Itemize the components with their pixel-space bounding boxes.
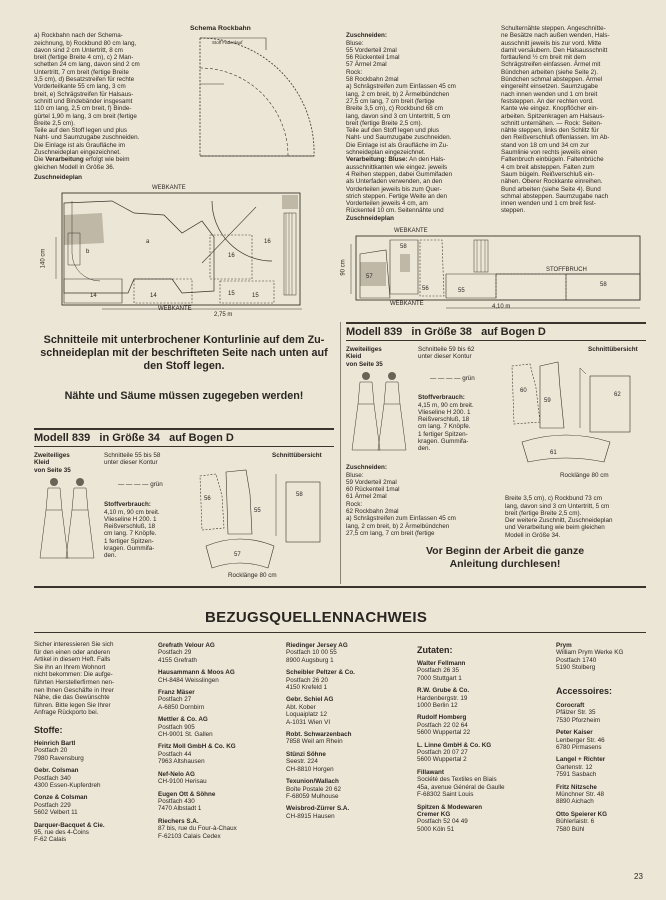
zuschneiden-column xyxy=(346,25,488,215)
zuschneideplan-left-title: Zuschneideplan xyxy=(34,174,82,181)
model-right-schnitt-diagram xyxy=(500,358,646,480)
model-right-zuschneiden-text: Bluse: 59 Vorderteil 2mal 60 Rückenteil 1mal 61 Ärmel 2mal Rock: 62 Rockbahn 2mal a) Schrägstreifen zum Einfassen 45 cm lang, 2 cm breit, b) 2 Ärmelbündchen 27,5 cm lang, 7 cm breit (fertige xyxy=(346,471,456,537)
right-schnitt-61: 61 xyxy=(550,450,557,456)
col3-addr-0: Postfach 10 00 55 8900 Augsburg 1 xyxy=(286,649,337,664)
col5-name-1: Peter Kaiser xyxy=(556,729,593,737)
col2-name-6: Eugen Ott & Söhne xyxy=(158,790,216,798)
legend-dash-right: — — — — xyxy=(430,375,463,383)
right-plan-width: 4,10 m xyxy=(492,304,511,310)
col4-entry-0 xyxy=(417,660,537,682)
left-schnitt-56: 56 xyxy=(204,496,211,502)
left-piece-a: a xyxy=(146,239,150,245)
col5-top-name-0: Prym xyxy=(556,642,572,649)
col4-list xyxy=(417,660,537,838)
col5-top-addr-0: William Prym Werke KG Postfach 1740 5190 Stolberg xyxy=(556,649,624,672)
model-left-title: Modell 839 in Größe 34 auf Bogen D xyxy=(34,432,234,444)
col5-addr-2: Gartenstr. 12 7591 Sasbach xyxy=(556,763,597,779)
zuschneiden-title: Zuschneiden: xyxy=(346,32,387,40)
col3-entry-2 xyxy=(286,696,398,726)
legend-gruen-right: grün xyxy=(462,375,475,383)
col2-entry-6 xyxy=(158,791,270,813)
col3-entry-5 xyxy=(286,778,398,800)
col5-name-3: Fritz Nitzsche xyxy=(556,783,597,791)
col2-addr-7: 87 bis, rue du Four-à-Chaux F-62103 Calais Cedex xyxy=(158,825,237,840)
col3-addr-3: 7858 Weil am Rhein xyxy=(286,738,343,746)
col1-list xyxy=(34,740,144,849)
notice-seams: Nähte und Säume müssen zugegeben werden! xyxy=(64,390,304,402)
col3-list xyxy=(286,642,398,825)
legend-gruen-left: grün xyxy=(150,481,163,489)
schema-rockbahn-svg xyxy=(192,34,322,160)
left-piece-16b: 16 xyxy=(228,253,235,259)
model-right-continuation xyxy=(505,488,650,539)
model-right-rock-length: Rocklänge 80 cm xyxy=(560,472,609,479)
right-piece-57: 57 xyxy=(366,274,373,280)
col5-name-2: Langel + Richter xyxy=(556,756,606,764)
schema-rockbahn-diagram xyxy=(192,34,322,160)
zuschneiden-text: Bluse: 55 Vorderteil 2mal 56 Rückenteil 1mal 57 Ärmel 2mal Rock: 58 Rockbahn 2mal a) Schrägstreifen zum Einfassen 45 cm lang, 2 cm breit, b) 2 Ärmelbündchen 27,5 cm lang, 7 cm breit (fertige Breite 3,5 cm), c) Rockbund 68 cm lang, davon sind 3 cm Untertritt, 5 cm breit (fertige Breite 2,5 cm). Teile auf den Stoff legen und plus Naht- und Saumzugabe zuschneiden. Die Einlage ist als Graufläche im Zu- schneideplan eingezeichnet. xyxy=(346,39,456,157)
col2-name-0: Grefrath Velour AG xyxy=(158,642,215,649)
model-right-legend xyxy=(430,368,475,383)
top-left-text: a) Rockbahn nach der Schema- zeichnung, b) Rockbund 80 cm lang, davon sind 2 cm Untertritt, 8 cm breit (fertige Breite 4 cm), c) 2 Man- schetten 24 cm lang, davon sind 2 cm Untertritt, 7 cm breit (fertige Breite 3,5 cm), d) Besatzstreifen für rechte Vorderteilkante 55 cm lang, 3 cm breit, e) Schrägstreifen für Halsaus- schnitt und Bindebänder insgesamt 110 cm lang, 2,5 cm breit, f) Binde- gürtel 1,90 m lang, 3 cm breit (fertige Breite 2,5 cm). Teile auf den Stoff legen und plus Naht- und Saumzugabe zuschneiden. Die Einlage ist als Graufläche im Zuschneideplan eingezeichnet. xyxy=(34,32,140,157)
model-right-continuation-text: Breite 3,5 cm), c) Rockbund 73 cm lang, davon sind 3 cm Untertritt, 5 cm breit (fertige Breite 2,5 cm). xyxy=(505,495,610,517)
right-schnitt-62: 62 xyxy=(614,392,621,398)
col1-name-1: Gebr. Colsman xyxy=(34,767,79,775)
col3-addr-6: CH-8915 Hausen xyxy=(286,812,335,820)
bezug-intro: Sicher interessieren Sie sich für den einen oder anderen Artikel in diesem Heft. Falls Sie ihn an Ihrem Wohnort nicht bekommen: Die aufge- führten Herstellerfirmen nen- nen Ihnen Geschäfte in Ihrer Nähe, die das Gewünschte führen. Bitte legen Sie Ihrer Anfrage Rückporto bei. xyxy=(34,641,115,717)
col1-entry-2 xyxy=(34,794,144,816)
col1-entry-0 xyxy=(34,740,144,762)
col1-addr-3: 95, rue des 4-Coins F-62 Calais xyxy=(34,829,89,844)
top-left-instructions xyxy=(34,25,184,171)
model-left-schnitt-text: Schnitteile 55 bis 58 unter dieser Kontur xyxy=(104,452,161,467)
col4-name-2: Rudolf Homberg xyxy=(417,714,467,722)
right-plan-height: 90 cm xyxy=(340,259,347,276)
col3-name-2: Gebr. Schiel AG xyxy=(286,696,334,704)
col4-addr-4: Société des Textiles en Biais 45a, avenue Général de Gaulle F-68302 Saint Louis xyxy=(417,776,505,799)
col2-entry-1 xyxy=(158,669,270,684)
col5-entry-4 xyxy=(556,811,652,833)
cutting-plan-right xyxy=(340,224,646,314)
col2-entry-5 xyxy=(158,771,270,786)
warning-banner: Vor Beginn der Arbeit die ganze Anleitung durchlesen! xyxy=(425,545,585,570)
verarbeitung-bold: Verarbeitung: Bluse: xyxy=(346,156,408,164)
model-right-kleid-ref: von Seite 35 xyxy=(346,361,383,368)
model-right-verbrauch-title: Stoffverbrauch: xyxy=(418,394,465,402)
model-right-zuschneiden xyxy=(346,457,496,537)
model-left-kleid-title: Zweiteiliges Kleid xyxy=(34,452,70,467)
left-schnitt-58: 58 xyxy=(296,492,303,498)
right-schnitt-60: 60 xyxy=(520,388,527,394)
col5-name-4: Otto Speierer KG xyxy=(556,810,608,818)
col2-addr-3: Postfach 905 CH-9001 St. Gallen xyxy=(158,723,213,739)
model-left-rock-length: Rocklänge 80 cm xyxy=(228,572,277,579)
col5-name-0: Corocraft xyxy=(556,702,585,709)
col4-addr-5: Postfach 52 04 49 5000 Köln 51 xyxy=(417,818,468,833)
right-piece-58a: 58 xyxy=(400,244,407,250)
model-right-figure xyxy=(346,370,412,456)
col1-addr-0: Postfach 20 7980 Ravensburg xyxy=(34,747,84,762)
col3-entry-1 xyxy=(286,669,398,691)
model-right-uebersicht: Schnittübersicht xyxy=(588,346,638,353)
left-piece-14b: 14 xyxy=(150,293,157,299)
left-piece-14a: 14 xyxy=(90,293,97,299)
model-left-verbrauch xyxy=(104,494,182,560)
col3-entry-3 xyxy=(286,731,398,746)
model-right-title: Modell 839 in Größe 38 auf Bogen D xyxy=(346,326,546,338)
col5-entry-0 xyxy=(556,702,652,724)
col4-addr-2: Postfach 22 02 64 5600 Wuppertal 22 xyxy=(417,721,471,737)
col2-entry-7 xyxy=(158,818,270,840)
col2-name-3: Mettler & Co. AG xyxy=(158,716,208,724)
stoffbruch-label: STOFFBRUCH xyxy=(546,267,587,273)
left-schnitt-55: 55 xyxy=(254,508,261,514)
schema-fold-label: Stoff Fadenlauf xyxy=(212,40,243,45)
rule-bezug-top xyxy=(34,586,646,588)
col3-entry-4 xyxy=(286,751,398,773)
right-piece-55: 55 xyxy=(458,288,465,294)
dress-figure-right-svg xyxy=(346,370,412,456)
col4-name-1: R.W. Grube & Co. xyxy=(417,687,470,695)
model-left-uebersicht: Schnittübersicht xyxy=(272,452,322,459)
left-schnitt-57: 57 xyxy=(234,552,241,558)
col4-entry-4 xyxy=(417,769,537,799)
cutting-plan-left xyxy=(42,183,304,323)
left-piece-15a: 15 xyxy=(228,291,235,297)
col5-addr-4: Bühlerlaistr. 6 7580 Bühl xyxy=(556,818,595,833)
col2-name-7: Riechers S.A. xyxy=(158,817,199,825)
col3-addr-4: Seestr. 224 CH-8810 Horgen xyxy=(286,758,334,773)
col2-entry-2 xyxy=(158,689,270,711)
col1-entry-1 xyxy=(34,767,144,789)
col5-entry-1 xyxy=(556,729,652,751)
col4-addr-1: Hardenbergstr. 19 1000 Berlin 12 xyxy=(417,694,468,710)
rule-bezug-under xyxy=(34,632,646,633)
col2-list xyxy=(158,642,270,845)
col2-addr-2: Postfach 27 A-6850 Dornbirn xyxy=(158,696,205,711)
col5-top-entry-0 xyxy=(556,642,652,672)
top-left-last-bold: Verarbeitung xyxy=(45,156,84,164)
cat-zutaten: Zutaten: xyxy=(417,645,453,655)
col1-name-0: Heinrich Bartl xyxy=(34,740,76,747)
col2-addr-4: Postfach 44 7963 Altshausen xyxy=(158,750,205,766)
page-number: 23 xyxy=(634,872,643,881)
col5-addr-0: Pfälzer Str. 35 7530 Pforzheim xyxy=(556,709,601,724)
col4-name-3: L. Linne GmbH & Co. KG xyxy=(417,741,492,749)
col2-entry-0 xyxy=(158,642,270,664)
col2-entry-3 xyxy=(158,716,270,738)
col2-name-4: Fritz Moll GmbH & Co. KG xyxy=(158,743,236,751)
bezug-title: BEZUGSQUELLENNACHWEIS xyxy=(205,609,428,626)
col2-entry-4 xyxy=(158,743,270,765)
webkante-right-top: WEBKANTE xyxy=(394,228,428,234)
schnitt-right-svg xyxy=(500,358,646,480)
left-piece-15b: 15 xyxy=(252,293,259,299)
model-right-verbrauch xyxy=(418,387,496,453)
model-right-zuschneiden-title: Zuschneiden: xyxy=(346,464,387,472)
col2-addr-5: CH-9100 Herisau xyxy=(158,778,207,786)
rule-left-model-under xyxy=(34,446,334,447)
model-left-verbrauch-text: 4,10 m, 90 cm breit. Vlieseline H 200. 1 Reißverschluß, 18 cm lang. 7 Knöpfe. 1 fertiger Spitzen- kragen. Gummifa- den. xyxy=(104,508,160,560)
col3-addr-1: Postfach 26 20 4150 Krefeld 1 xyxy=(286,676,329,692)
column-divider xyxy=(340,322,341,584)
rule-right-model-under xyxy=(346,340,646,341)
model-left-legend xyxy=(118,474,163,489)
col1-addr-2: Postfach 229 5602 Velbert 11 xyxy=(34,801,78,817)
rule-left-model-top xyxy=(34,428,334,430)
col1-name-3: Darquer-Bacquet & Cie. xyxy=(34,821,105,829)
col4-addr-3: Postfach 20 07 27 5600 Wuppertal 2 xyxy=(417,749,468,764)
notice-main: Schnitteile mit unterbrochener Konturlinie auf dem Zu- schneideplan mit der beschrifteten Seite nach unten auf den Stoff legen. xyxy=(40,334,328,372)
model-left-schnitt-diagram xyxy=(190,462,330,578)
legend-dash-left: — — — — xyxy=(118,481,151,489)
col4-addr-0: Postfach 26 35 7000 Stuttgart 1 xyxy=(417,667,462,682)
model-left-kleid-ref: von Seite 35 xyxy=(34,467,71,474)
schema-title: Schema Rockbahn xyxy=(190,25,251,32)
col3-name-5: Texunion/Wallach xyxy=(286,778,339,786)
dress-figure-left-svg xyxy=(34,476,100,564)
col2-name-2: Franz Mäser xyxy=(158,689,195,697)
top-left-last-rest: erfolgt wie beim gleichen Modell in Größe 36. xyxy=(34,156,130,171)
col5-entry-3 xyxy=(556,784,652,806)
model-right-kleid-title: Zweiteiliges Kleid xyxy=(346,346,382,361)
col3-entry-0 xyxy=(286,642,398,664)
col2-addr-1: CH-8484 Weisslingen xyxy=(158,676,219,684)
left-piece-b: b xyxy=(86,249,90,255)
schnitt-left-svg xyxy=(190,462,330,578)
cat-accessoires: Accessoires: xyxy=(556,686,613,696)
col2-addr-0: Postfach 29 4155 Grefrath xyxy=(158,649,197,664)
col2-name-1: Hausammann & Moos AG xyxy=(158,669,235,677)
col5-entry-2 xyxy=(556,756,652,778)
col3-entry-6 xyxy=(286,805,398,820)
webkante-right-bottom: WEBKANTE xyxy=(390,301,424,307)
col3-addr-2: Abt. Kober Loquaiplatz 12 A-1031 Wien VI xyxy=(286,703,331,726)
col1-addr-1: Postfach 340 4300 Essen-Kupferdreh xyxy=(34,774,101,790)
col3-addr-5: Boîte Postale 20 62 F-68059 Mulhouse xyxy=(286,785,341,800)
col4-name-5: Spitzen & Modewaren Cremer KG xyxy=(417,803,483,818)
col5-addr-3: Münchner Str. 48 8890 Aichach xyxy=(556,791,604,806)
model-right-schnitt-text: Schnitteile 59 bis 62 unter dieser Kontur xyxy=(418,346,475,361)
verarbeitung-text: An den Hals- ausschnittkanten wie eingez. jeweils 4 Reihen steppen, dabei Gummifaden als Unterfaden verwenden, an den Vorderteilen jeweils bis zum Quer- strich steppen. Fertige Weite an den Vorderteilen jeweils 4 cm, am Rückenteil 10 cm. Seitennähte und xyxy=(346,156,453,215)
left-piece-16a: 16 xyxy=(264,239,271,245)
cutting-plan-left-svg xyxy=(42,183,304,323)
right-schnitt-59: 59 xyxy=(544,398,551,404)
col5-addr-1: Lenberger Str. 46 6780 Pirmasens xyxy=(556,736,605,752)
col4-entry-2 xyxy=(417,714,537,736)
col4-entry-5 xyxy=(417,804,537,834)
right-piece-58b: 58 xyxy=(600,282,607,288)
col5-list xyxy=(556,702,652,838)
rule-right-model-top xyxy=(346,322,646,324)
col4-entry-3 xyxy=(417,742,537,764)
col3-name-3: Robt. Schwarzenbach xyxy=(286,731,352,739)
col4-name-4: Fillawant xyxy=(417,768,444,776)
cat-stoffe: Stoffe: xyxy=(34,725,63,735)
col2-name-5: Nef-Nelo AG xyxy=(158,770,195,778)
col1-entry-3 xyxy=(34,822,144,844)
model-right-continuation-text2: Der weitere Zuschnitt, Zuschneideplan und Verarbeitung wie beim gleichen Modell in Größe 34. xyxy=(505,517,613,539)
col4-name-0: Walter Fellmann xyxy=(417,660,466,667)
col5-top-list xyxy=(556,642,652,677)
col1-name-2: Conze & Colsman xyxy=(34,794,88,802)
webkante-left-bottom: WEBKANTE xyxy=(158,306,192,312)
col3-name-1: Scheibler Peltzer & Co. xyxy=(286,669,355,677)
model-left-verbrauch-title: Stoffverbrauch: xyxy=(104,501,151,509)
left-plan-width: 2,75 m xyxy=(214,312,233,318)
col2-addr-6: Postfach 430 7470 Albstadt 1 xyxy=(158,797,202,813)
right-column-text: Schulternähte steppen. Angeschnitte- ne Besätze nach außen wenden, Hals- ausschnitt jeweils bis zur vord. Mitte damit versäubern. Den Halsausschnitt fortlaufend ½ cm breit mit dem Schrägstreifen einfassen. Ärmel mit Bündchen arbeiten (siehe Seite 2). Bündchen schmal absteppen. Ärmel eingereiht einsetzen. Saumzugabe nach innen wenden und 1 cm breit feststeppen. An der rechten vord. Kante wie eingez. Knopflöcher ein- arbeiten. Spitzenkragen am Halsaus- schnitt unternähen. — Rock: Seiten- nähte steppen, links den Schlitz für den Reißverschluß offenlassen. Im Ab- stand von 18 cm und 34 cm zur Saumlinie von rechts jeweils einen Faltenbruch einbügeln. Faltenbrüche 4 cm breit absteppen. Falten zum Saum bügeln. Reißverschluß ein- nähen. Oberer Rockkante einreihen. Bund arbeiten (siehe Seite 4). Bund schmal absteppen. Saumzugabe nach innen wenden und 1 cm breit fest- steppen. xyxy=(501,25,610,215)
right-piece-56: 56 xyxy=(422,286,429,292)
model-right-verbrauch-text: 4,15 m, 90 cm breit. Vlieseline H 200. 1 Reißverschluß, 18 cm lang. 7 Knöpfe. 1 fertiger Spitzen- kragen. Gummifa- den. xyxy=(418,401,474,453)
model-left-figure xyxy=(34,476,100,564)
zuschneideplan-right-title: Zuschneideplan xyxy=(346,215,394,222)
left-plan-height: 140 cm xyxy=(40,248,47,269)
col3-name-4: Stünzi Söhne xyxy=(286,750,326,758)
col4-entry-1 xyxy=(417,687,537,709)
col3-name-0: Riedinger Jersey AG xyxy=(286,642,348,649)
col3-name-6: Weisbrod-Zürrer S.A. xyxy=(286,805,350,813)
webkante-left-top: WEBKANTE xyxy=(152,185,186,191)
top-left-last-prefix: Die xyxy=(34,156,46,164)
